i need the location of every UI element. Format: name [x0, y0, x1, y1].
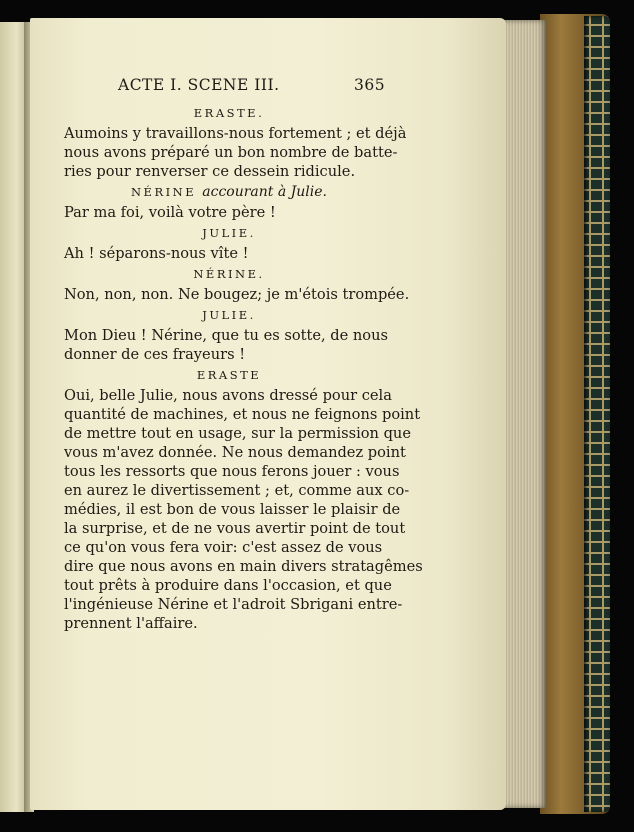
dialogue-line: Ah ! séparons-nous vîte !	[64, 245, 249, 262]
dialogue	[64, 104, 423, 633]
dialogue-line: la surprise, et de ne vous avertir point de tout	[64, 520, 406, 537]
speaker-name	[64, 183, 394, 201]
speaker-label: NÉRINE.	[193, 267, 265, 281]
dialogue-line: tout prêts à produire dans l'occasion, et que	[64, 577, 392, 594]
running-header	[64, 72, 394, 102]
dialogue-line: nous avons préparé un bon nombre de batte-	[64, 144, 398, 161]
speaker-name	[64, 306, 394, 324]
dialogue-line: médies, il est bon de vous laisser le plaisir de	[64, 501, 401, 518]
speaker-name	[64, 224, 394, 242]
speaker-label: JULIE.	[202, 308, 256, 322]
speaker-name	[64, 366, 394, 384]
stage-direction: accourant à Julie.	[202, 184, 327, 200]
speaker-label: ERASTE	[196, 368, 262, 382]
running-title: ACTE I. SCENE III.	[118, 76, 280, 94]
dialogue-line: Mon Dieu ! Nérine, que tu es sotte, de nous	[64, 327, 388, 344]
speaker-label: JULIE.	[202, 226, 256, 240]
dialogue-line: en aurez le divertissement ; et, comme aux co-	[64, 482, 410, 499]
dialogue-line: ries pour renverser ce dessein ridicule.	[64, 163, 356, 180]
dialogue-line: Aumoins y travaillons-nous fortement ; et déjà	[64, 125, 407, 142]
dialogue-line: dire que nous avons en main divers stratagêmes	[64, 558, 423, 575]
dialogue-line: ce qu'on vous fera voir: c'est assez de vous	[64, 539, 383, 556]
dialogue-line: vous m'avez donnée. Ne nous demandez point	[64, 444, 406, 461]
decorated-spine-border	[584, 16, 610, 812]
dialogue-line: de mettre tout en usage, sur la permission que	[64, 425, 411, 442]
speaker-name	[64, 104, 394, 122]
dialogue-line: donner de ces frayeurs !	[64, 346, 246, 363]
dialogue-line: l'ingénieuse Nérine et l'adroit Sbrigani entre-	[64, 596, 403, 613]
dialogue-line: tous les ressorts que nous ferons jouer : vous	[64, 463, 400, 480]
dialogue-line: Oui, belle Julie, nous avons dressé pour cela	[64, 387, 392, 404]
speaker-label: NÉRINE	[130, 185, 197, 199]
speaker-label: ERASTE.	[193, 106, 265, 120]
page-number: 365	[354, 76, 386, 94]
dialogue-line: Par ma foi, voilà votre père !	[64, 204, 276, 221]
dialogue-line: quantité de machines, et nous ne feignons point	[64, 406, 421, 423]
page-text	[64, 72, 423, 633]
speaker-name	[64, 265, 394, 283]
dialogue-line: prennent l'affaire.	[64, 615, 198, 632]
dialogue-line: Non, non, non. Ne bougez; je m'étois trompée.	[64, 286, 410, 303]
